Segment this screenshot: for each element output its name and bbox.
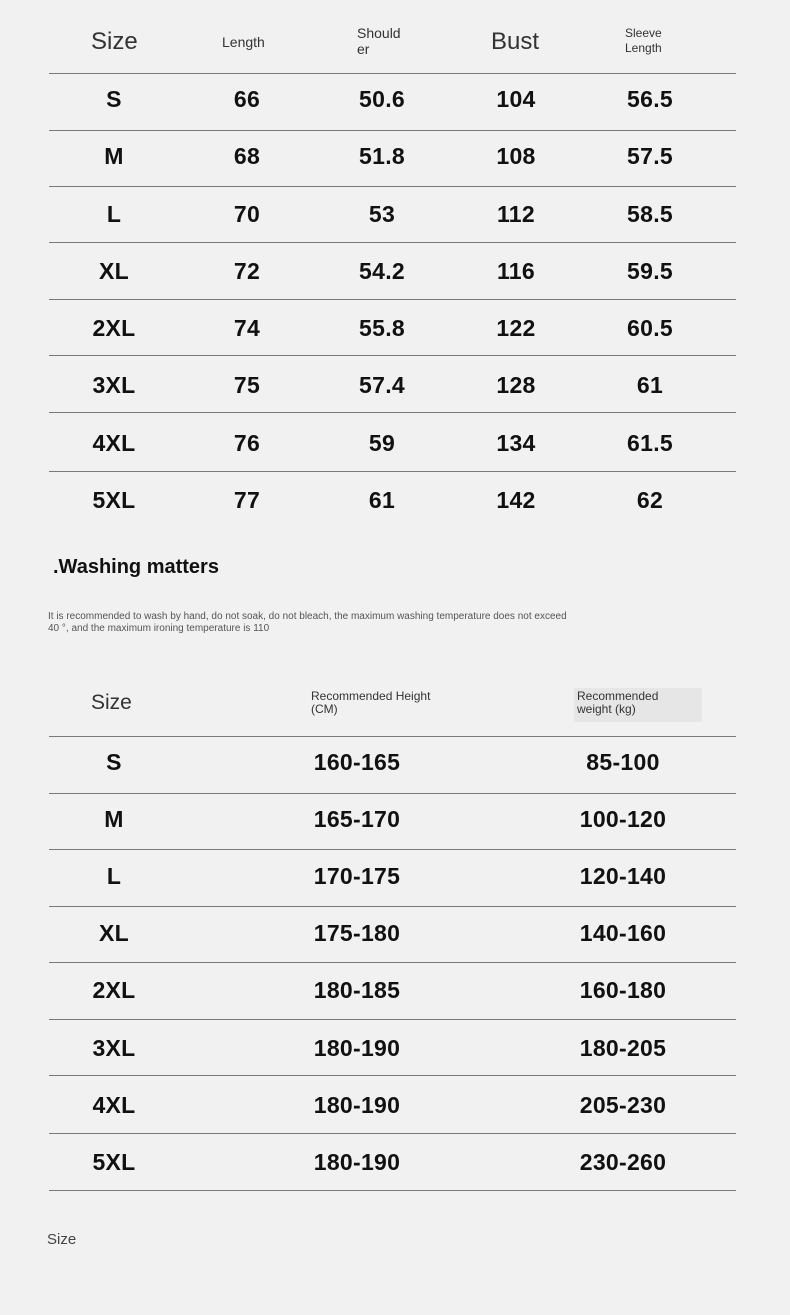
table2-cell-weight: 120-140 [579,863,667,889]
table1-cell-length: 74 [233,315,261,341]
table2-header-weight [577,690,658,716]
table1-header-sleeve-line1: Sleeve [625,26,662,40]
table1-cell-shoulder: 57.4 [359,372,405,398]
table1-cell-sleeve: 60.5 [627,315,673,341]
table2-cell-height: 180-190 [313,1035,401,1061]
table2-cell-weight: 85-100 [586,749,660,775]
table2-cell-size: 4XL [92,1092,136,1118]
table1-cell-shoulder: 53 [368,201,396,227]
table1-cell-shoulder: 50.6 [359,86,405,112]
table2-cell-weight: 180-205 [579,1035,667,1061]
table1-header-sleeve-line2: Length [625,41,662,55]
table2-cell-size: 3XL [92,1035,136,1061]
table1-cell-sleeve: 59.5 [627,258,673,284]
table2-rule [49,1190,736,1191]
table1-cell-sleeve: 58.5 [627,201,673,227]
table2-cell-size: 5XL [92,1149,136,1175]
table2-row [0,962,790,1018]
table1-row [0,243,790,299]
table1-header-shoulder-line2: er [357,41,370,58]
table1-cell-shoulder: 51.8 [359,143,405,169]
table2-header-weight-line2: weight (kg) [577,702,636,716]
table1-cell-bust: 112 [496,201,535,227]
table1-cell-size: S [106,86,122,112]
table1-cell-length: 70 [233,201,261,227]
table1-header-length: Length [222,34,265,50]
table1-header-shoulder-line1: Should [357,25,401,41]
table2-row [0,905,790,961]
washing-note-line2: 40 °, and the maximum ironing temperature is 110 [48,623,270,634]
table2-row [0,1077,790,1133]
table2-cell-size: 2XL [92,977,136,1003]
table1-row [0,128,790,184]
washing-title: .Washing matters [53,556,219,578]
table1-cell-size: 2XL [92,315,136,341]
washing-note-line1: It is recommended to wash by hand, do not soak, do not bleach, the maximum washing temperature does not exceed [48,611,567,622]
table1-cell-length: 77 [233,487,261,513]
table2-cell-weight: 230-260 [579,1149,667,1175]
table1-cell-sleeve: 61.5 [627,430,673,456]
table1-cell-bust: 116 [496,258,535,284]
table2-cell-size: M [104,806,124,832]
table1-cell-shoulder: 54.2 [359,258,405,284]
table2-cell-height: 180-190 [313,1092,401,1118]
table1-cell-bust: 128 [496,372,536,398]
table1-cell-shoulder: 59 [368,430,396,456]
table1-cell-length: 66 [233,86,261,112]
table1-cell-bust: 108 [496,143,536,169]
table1-cell-bust: 134 [496,430,536,456]
table2-cell-weight: 100-120 [579,806,667,832]
table1-header-sleeve [625,26,662,56]
table1-cell-shoulder: 61 [368,487,396,513]
footer-size-label: Size [47,1231,77,1248]
table2-cell-weight: 205-230 [579,1092,667,1118]
table1-cell-bust: 104 [496,86,536,112]
table1-cell-size: L [106,201,122,227]
table1-row [0,186,790,242]
table1-cell-size: XL [99,258,129,284]
table2-header-height-line2: (CM) [311,702,338,716]
table1-row [0,300,790,356]
table1-cell-length: 76 [233,430,261,456]
table2-header-size: Size [91,691,132,714]
table1-row [0,415,790,471]
table1-cell-bust: 122 [496,315,536,341]
table1-cell-shoulder: 55.8 [359,315,405,341]
table2-row [0,791,790,847]
table1-cell-size: 5XL [92,487,136,513]
table1-cell-sleeve: 61 [636,372,664,398]
table1-row [0,357,790,413]
table2-row [0,1020,790,1076]
table2-header-height-line1: Recommended Height [311,689,431,703]
table1-cell-size: 4XL [92,430,136,456]
table2-cell-height: 170-175 [313,863,401,889]
table1-header-bust: Bust [491,28,540,55]
table1-cell-sleeve: 57.5 [627,143,673,169]
table1-header-size: Size [91,28,138,55]
table2-row [0,1134,790,1190]
table2-cell-height: 180-185 [313,977,401,1003]
table2-row [0,848,790,904]
washing-note [48,611,618,635]
table2-cell-size: XL [99,920,129,946]
table2-header-weight-line1: Recommended [577,689,659,703]
table2-cell-height: 180-190 [313,1149,401,1175]
table1-cell-size: M [104,143,124,169]
table2-cell-height: 165-170 [313,806,401,832]
table2-cell-height: 175-180 [313,920,401,946]
table2-cell-weight: 160-180 [579,977,667,1003]
table1-cell-sleeve: 62 [636,487,664,513]
table1-row [0,71,790,127]
table1-cell-length: 72 [233,258,261,284]
table1-cell-size: 3XL [92,372,136,398]
table1-cell-length: 68 [233,143,261,169]
table2-cell-height: 160-165 [313,749,401,775]
table2-cell-weight: 140-160 [579,920,667,946]
table1-cell-length: 75 [233,372,261,398]
table2-cell-size: L [106,863,122,889]
table2-header-height [311,690,430,716]
table1-header-shoulder [357,25,401,57]
table2-cell-size: S [106,749,122,775]
table1-row [0,472,790,528]
table1-cell-bust: 142 [496,487,536,513]
table2-row [0,734,790,790]
table1-cell-sleeve: 56.5 [627,86,673,112]
